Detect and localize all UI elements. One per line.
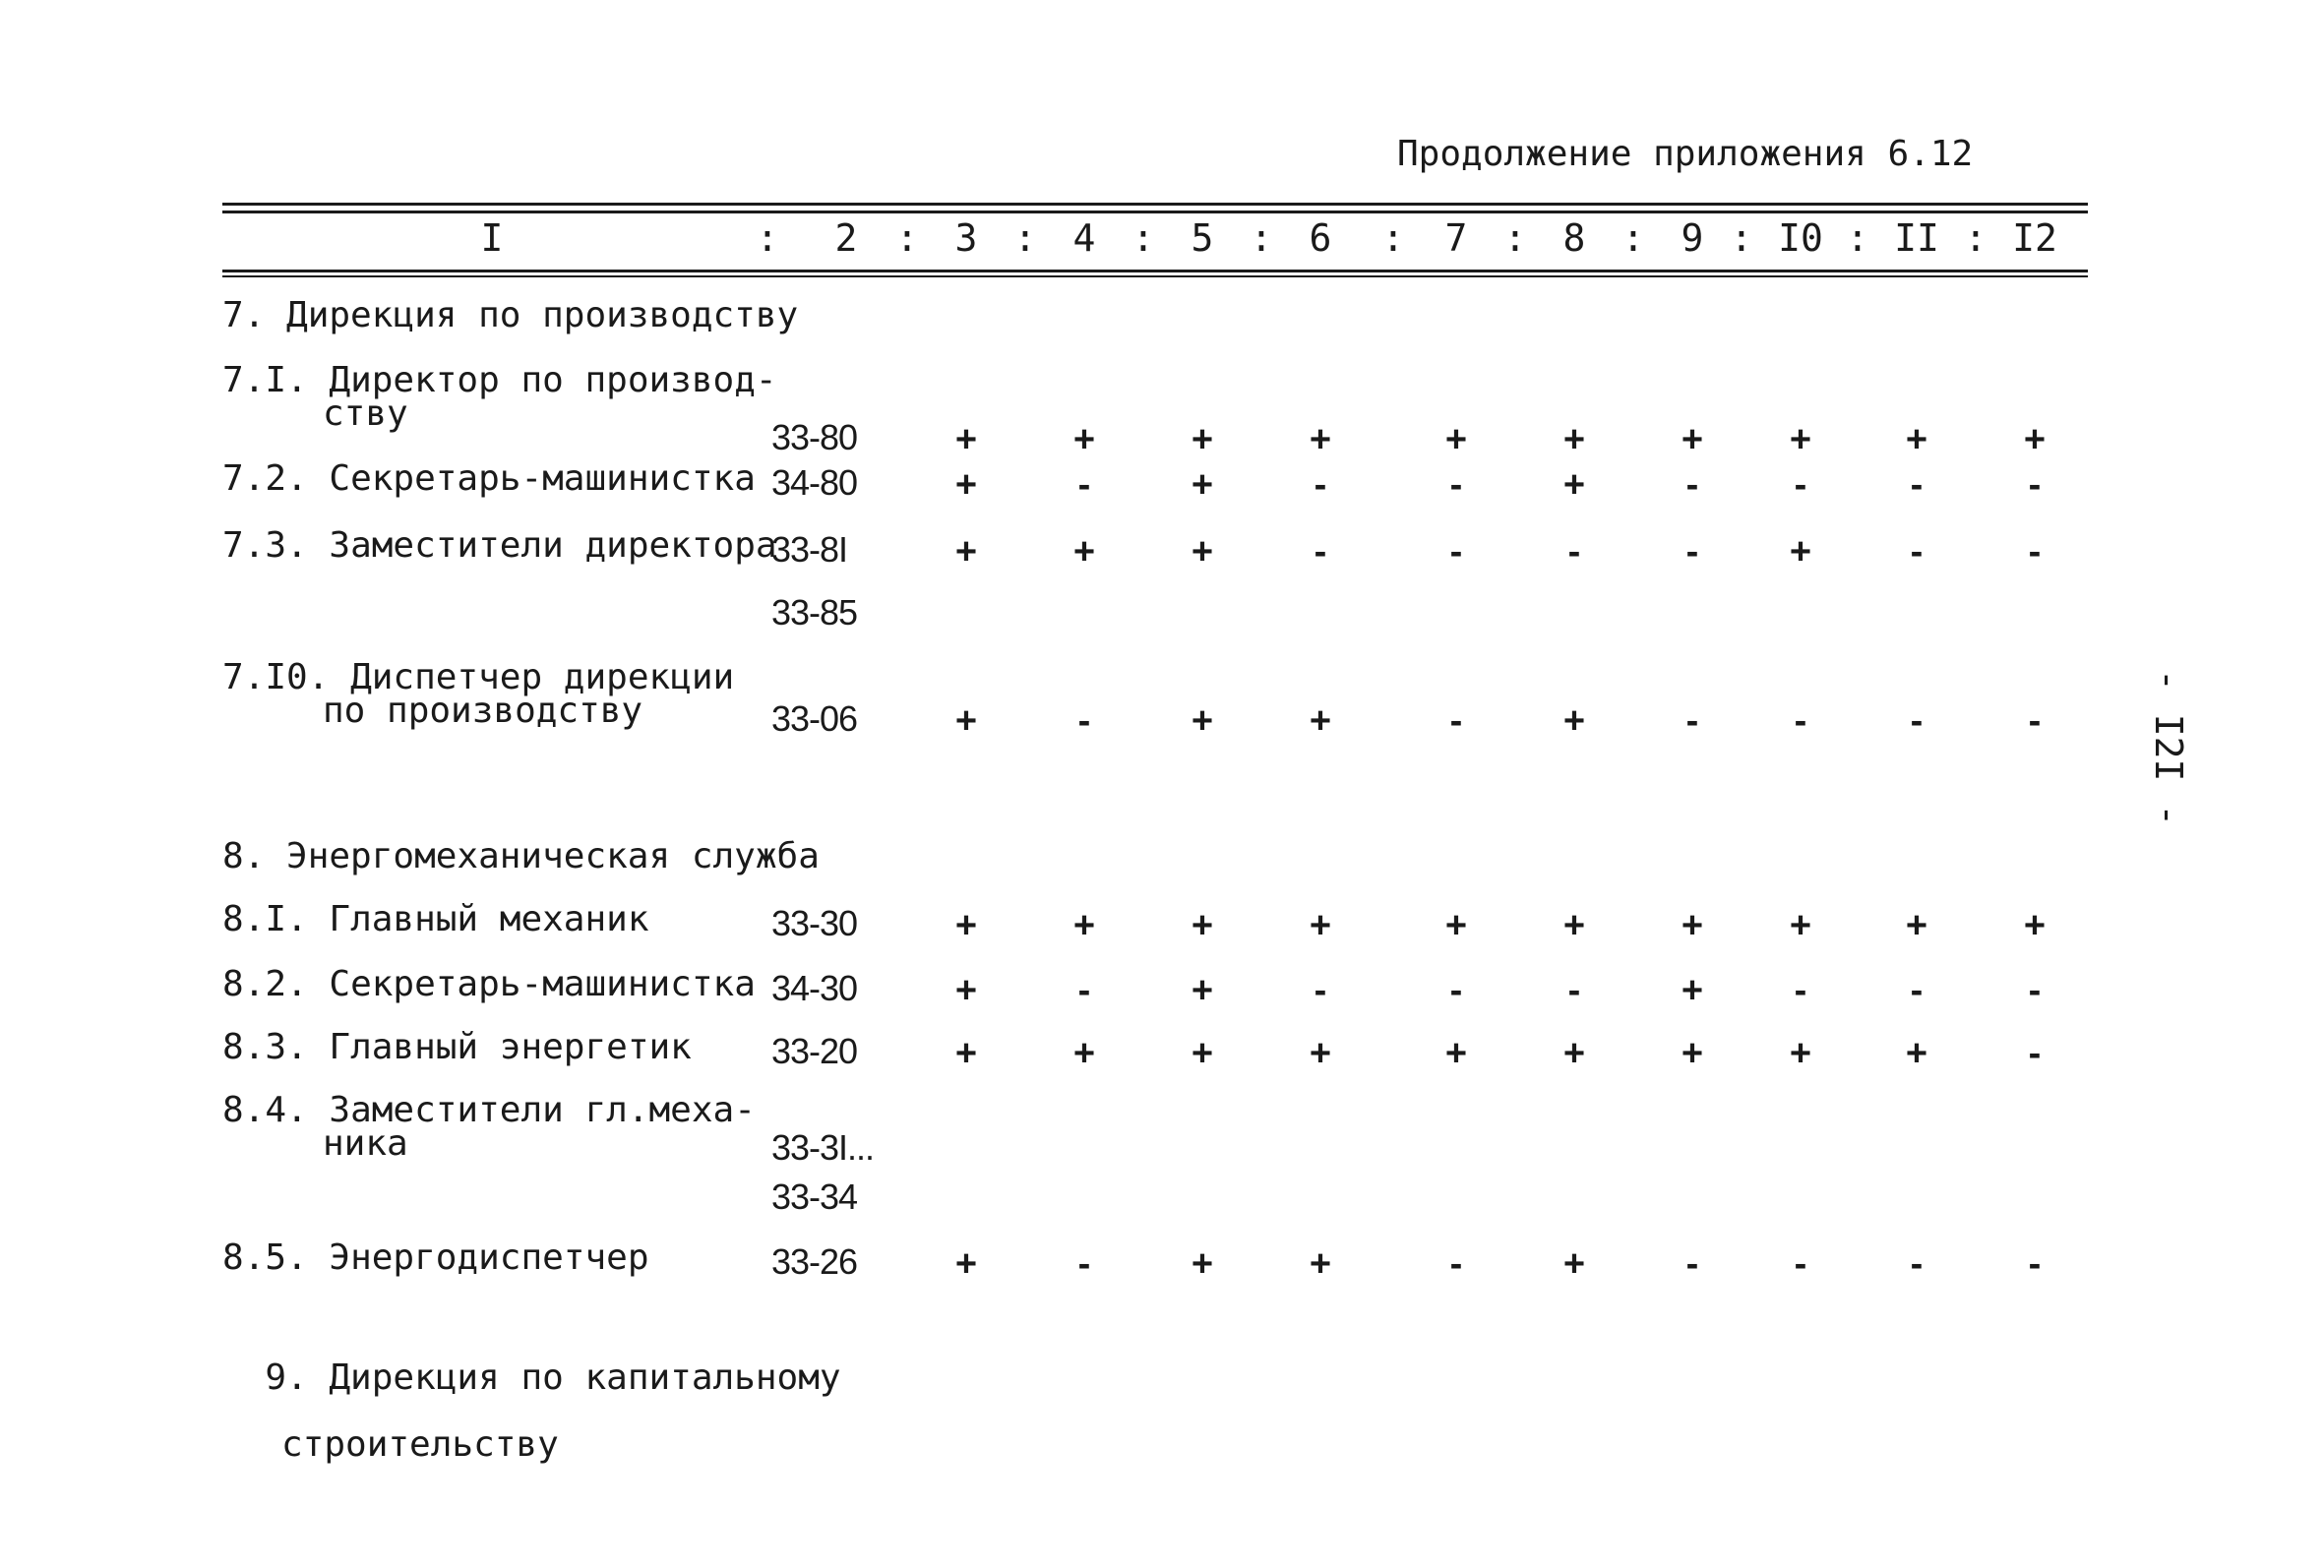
row-mark: - — [2028, 531, 2042, 573]
row-mark: + — [1072, 1033, 1096, 1074]
column-header: 6 — [1309, 216, 1332, 260]
row-number: 8.3. — [222, 1027, 308, 1067]
row-mark: + — [1191, 531, 1214, 573]
row-mark: - — [2028, 464, 2042, 506]
row-label — [222, 360, 777, 434]
row-label-line: ству — [323, 393, 408, 434]
row-mark: + — [1905, 419, 1928, 460]
table-top-rule-2 — [222, 211, 2088, 213]
row-mark: + — [1562, 1033, 1586, 1074]
row-code: 34-80 — [771, 462, 858, 503]
row-mark: + — [1309, 1033, 1332, 1074]
row-mark: + — [954, 1243, 978, 1285]
row-code: 33-20 — [771, 1031, 858, 1071]
row-mark: + — [954, 1033, 978, 1074]
row-label — [222, 657, 735, 731]
row-mark: + — [1072, 531, 1096, 573]
row-mark: + — [1562, 419, 1586, 460]
row-mark: + — [1191, 700, 1214, 742]
row-mark: + — [1562, 905, 1586, 946]
row-mark: - — [1685, 531, 1699, 573]
row-mark: - — [1910, 970, 1924, 1011]
column-separator: : — [1013, 216, 1037, 260]
row-mark: + — [954, 531, 978, 573]
row-label-line: Диспетчер дирекции — [350, 657, 735, 697]
row-mark: - — [1314, 464, 1327, 506]
row-mark: - — [1449, 531, 1463, 573]
row-label-line: Секретарь-машинистка — [329, 458, 756, 499]
row-mark: + — [1681, 905, 1704, 946]
row-label-line: Заместители гл.меха- — [329, 1090, 756, 1130]
row-mark: + — [1789, 531, 1812, 573]
row-code: 33-34 — [771, 1176, 858, 1217]
row-label-line: по производству — [323, 691, 643, 731]
row-mark: + — [954, 419, 978, 460]
row-mark: + — [1444, 1033, 1468, 1074]
column-header: 5 — [1191, 216, 1214, 260]
row-mark: - — [1794, 1243, 1807, 1285]
row-number: 7.2. — [222, 458, 308, 499]
row-code: 33-26 — [771, 1241, 858, 1282]
row-mark: + — [1309, 700, 1332, 742]
column-separator: : — [1381, 216, 1405, 260]
row-code: 33-85 — [771, 592, 858, 633]
row-mark: + — [1905, 1033, 1928, 1074]
row-mark: - — [2028, 1033, 2042, 1074]
row-code: 34-30 — [771, 968, 858, 1008]
column-header: 4 — [1072, 216, 1096, 260]
row-label-line: Секретарь-машинистка — [329, 964, 756, 1004]
row-mark: + — [1191, 1243, 1214, 1285]
column-header: II — [1894, 216, 1939, 260]
row-number: 7.I. — [222, 360, 308, 400]
row-mark: - — [1685, 1243, 1699, 1285]
row-mark: + — [1789, 419, 1812, 460]
column-separator: : — [1730, 216, 1753, 260]
column-separator: : — [1250, 216, 1273, 260]
row-code: 33-8I — [771, 529, 848, 570]
row-mark: + — [954, 970, 978, 1011]
row-number: 8.I. — [222, 899, 308, 939]
column-header: I — [480, 216, 504, 260]
row-mark: + — [1681, 419, 1704, 460]
column-separator: : — [1503, 216, 1527, 260]
row-mark: - — [1449, 700, 1463, 742]
row-mark: + — [1562, 700, 1586, 742]
row-mark: - — [1077, 1243, 1091, 1285]
row-label — [222, 525, 777, 566]
row-mark: - — [1449, 970, 1463, 1011]
row-mark: + — [1309, 1243, 1332, 1285]
row-mark: - — [1910, 1243, 1924, 1285]
row-mark: + — [2023, 419, 2047, 460]
table-top-rule — [222, 203, 2088, 206]
section-label-line: строительству — [281, 1424, 559, 1465]
row-mark: - — [1794, 700, 1807, 742]
row-mark: - — [2028, 1243, 2042, 1285]
table-header-rule — [222, 270, 2088, 272]
row-mark: - — [1449, 464, 1463, 506]
row-mark: - — [1077, 464, 1091, 506]
row-mark: + — [1681, 1033, 1704, 1074]
row-mark: - — [1685, 464, 1699, 506]
row-mark: - — [1449, 1243, 1463, 1285]
row-label — [222, 458, 756, 499]
row-number: 8.5. — [222, 1237, 308, 1278]
column-header: 2 — [834, 216, 858, 260]
row-mark: + — [1191, 905, 1214, 946]
row-mark: - — [1910, 531, 1924, 573]
row-code: 33-30 — [771, 903, 858, 943]
row-mark: - — [1910, 464, 1924, 506]
row-label-line: Энергодиспетчер — [329, 1237, 649, 1278]
row-number: 7.3. — [222, 525, 308, 566]
row-number: 8.2. — [222, 964, 308, 1004]
row-label — [222, 1090, 756, 1164]
row-label — [222, 1027, 692, 1067]
row-mark: + — [1191, 970, 1214, 1011]
column-separator: : — [895, 216, 919, 260]
column-header: I2 — [2012, 216, 2057, 260]
row-mark: + — [1562, 464, 1586, 506]
row-label — [222, 1237, 649, 1278]
column-header: I0 — [1778, 216, 1823, 260]
row-label-line: ника — [323, 1123, 408, 1164]
row-label — [222, 899, 649, 939]
row-mark: + — [1072, 905, 1096, 946]
row-mark: - — [1314, 970, 1327, 1011]
row-label — [222, 964, 756, 1004]
row-mark: + — [954, 464, 978, 506]
row-code: 33-80 — [771, 417, 858, 457]
section-label: 8. Энергомеханическая служба — [222, 836, 820, 876]
row-mark: + — [1562, 1243, 1586, 1285]
row-mark: - — [2028, 970, 2042, 1011]
row-mark: + — [1072, 419, 1096, 460]
row-mark: + — [1905, 905, 1928, 946]
column-separator: : — [1621, 216, 1645, 260]
row-mark: + — [1681, 970, 1704, 1011]
column-header: 3 — [954, 216, 978, 260]
row-mark: + — [1191, 464, 1214, 506]
row-mark: - — [1685, 700, 1699, 742]
row-mark: + — [1191, 1033, 1214, 1074]
row-mark: - — [1910, 700, 1924, 742]
row-mark: + — [954, 700, 978, 742]
row-label-line: Главный энергетик — [329, 1027, 692, 1067]
column-separator: : — [1964, 216, 1988, 260]
row-mark: + — [1191, 419, 1214, 460]
section-label — [222, 1328, 841, 1495]
column-header: 7 — [1444, 216, 1468, 260]
row-mark: + — [1444, 905, 1468, 946]
column-header: 8 — [1562, 216, 1586, 260]
row-mark: + — [954, 905, 978, 946]
row-mark: + — [1309, 419, 1332, 460]
row-label-line: Директор по производ- — [329, 360, 777, 400]
row-mark: - — [1567, 970, 1581, 1011]
section-label-line: 9. Дирекция по капитальному — [265, 1357, 841, 1398]
column-separator: : — [756, 216, 779, 260]
row-mark: - — [1077, 700, 1091, 742]
row-mark: + — [2023, 905, 2047, 946]
row-mark: - — [1077, 970, 1091, 1011]
row-mark: + — [1309, 905, 1332, 946]
row-mark: + — [1444, 419, 1468, 460]
section-label: 7. Дирекция по производству — [222, 295, 799, 335]
row-mark: + — [1789, 1033, 1812, 1074]
row-code: 33-3I... — [771, 1127, 875, 1168]
table-header-rule-2 — [222, 275, 2088, 277]
row-mark: - — [1794, 970, 1807, 1011]
row-number: 7.I0. — [222, 657, 330, 697]
row-mark: - — [1314, 531, 1327, 573]
row-label-line: Заместители директора — [329, 525, 777, 566]
row-mark: - — [2028, 700, 2042, 742]
header-note: Продолжение приложения 6.12 — [1397, 134, 1974, 174]
column-separator: : — [1131, 216, 1155, 260]
row-mark: + — [1789, 905, 1812, 946]
column-header: 9 — [1681, 216, 1704, 260]
row-mark: - — [1567, 531, 1581, 573]
row-mark: - — [1794, 464, 1807, 506]
column-separator: : — [1846, 216, 1869, 260]
row-code: 33-06 — [771, 698, 858, 739]
row-number: 8.4. — [222, 1090, 308, 1130]
row-label-line: Главный механик — [329, 899, 649, 939]
page-number: - I2I - — [2147, 669, 2190, 827]
